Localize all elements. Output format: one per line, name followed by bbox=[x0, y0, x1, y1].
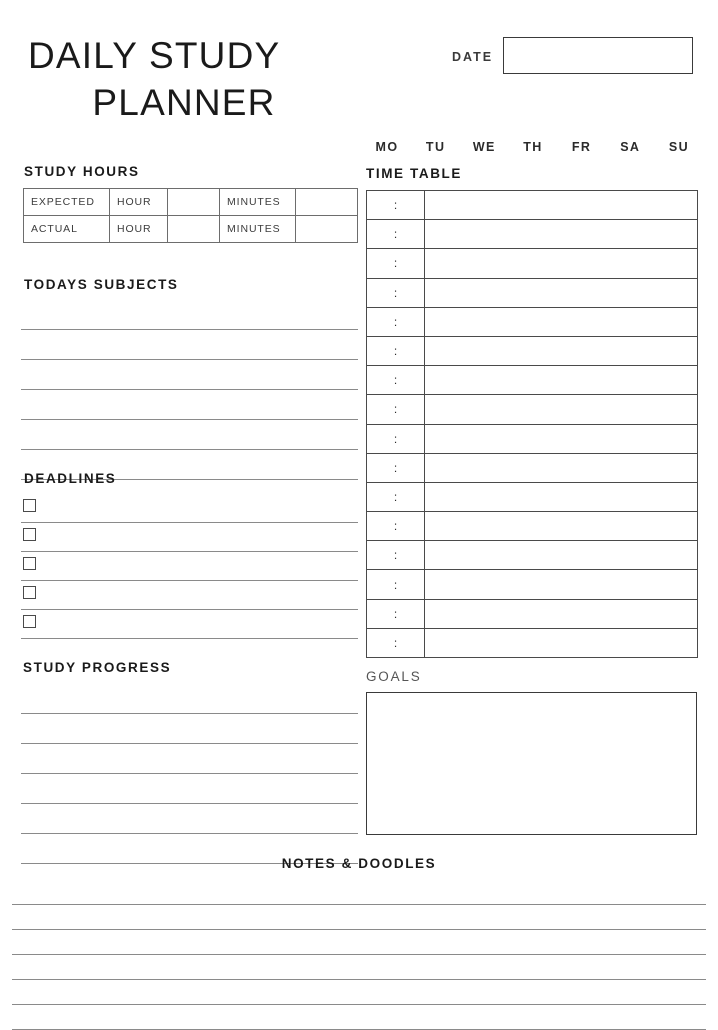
timetable-entry[interactable] bbox=[425, 191, 698, 220]
study-hours-heading: STUDY HOURS bbox=[24, 164, 140, 179]
table-row bbox=[367, 541, 698, 570]
timetable-time[interactable]: : bbox=[367, 453, 425, 482]
timetable-time[interactable]: : bbox=[367, 482, 425, 511]
timetable-entry[interactable] bbox=[425, 541, 698, 570]
table-row bbox=[367, 424, 698, 453]
table-row bbox=[367, 570, 698, 599]
page-title bbox=[28, 32, 368, 126]
list-item[interactable] bbox=[21, 360, 358, 390]
table-row bbox=[367, 395, 698, 424]
list-item[interactable] bbox=[21, 494, 358, 523]
timetable-entry[interactable] bbox=[425, 249, 698, 278]
timetable-time[interactable]: : bbox=[367, 628, 425, 657]
checkbox-icon[interactable] bbox=[23, 615, 36, 628]
goals-heading: GOALS bbox=[366, 669, 422, 684]
list-item[interactable] bbox=[12, 955, 706, 980]
notes-heading: NOTES & DOODLES bbox=[281, 856, 437, 871]
timetable-entry[interactable] bbox=[425, 395, 698, 424]
subjects-lines bbox=[21, 300, 358, 480]
study-hours-actual-minutes-value[interactable] bbox=[296, 216, 358, 243]
page-title-line-1: DAILY STUDY bbox=[28, 35, 281, 76]
timetable-time[interactable]: : bbox=[367, 191, 425, 220]
timetable-time[interactable]: : bbox=[367, 336, 425, 365]
study-hours-actual-minutes-label: MINUTES bbox=[220, 216, 296, 243]
timetable-entry[interactable] bbox=[425, 453, 698, 482]
weekday-su[interactable]: SU bbox=[668, 140, 690, 154]
list-item[interactable] bbox=[21, 420, 358, 450]
list-item[interactable] bbox=[12, 880, 706, 905]
study-hours-table bbox=[23, 188, 358, 243]
list-item[interactable] bbox=[21, 552, 358, 581]
timetable-entry[interactable] bbox=[425, 307, 698, 336]
timetable-entry[interactable] bbox=[425, 482, 698, 511]
list-item[interactable] bbox=[21, 610, 358, 639]
timetable-entry[interactable] bbox=[425, 424, 698, 453]
list-item[interactable] bbox=[21, 714, 358, 744]
table-row bbox=[367, 191, 698, 220]
timetable-time[interactable]: : bbox=[367, 424, 425, 453]
list-item[interactable] bbox=[21, 300, 358, 330]
table-row bbox=[367, 307, 698, 336]
study-progress-lines bbox=[21, 684, 358, 864]
list-item[interactable] bbox=[21, 684, 358, 714]
weekday-sa[interactable]: SA bbox=[620, 140, 641, 154]
timetable-time[interactable]: : bbox=[367, 307, 425, 336]
timetable-entry[interactable] bbox=[425, 278, 698, 307]
list-item[interactable] bbox=[21, 804, 358, 834]
study-hours-expected-minutes-value[interactable] bbox=[296, 189, 358, 216]
timetable-time[interactable]: : bbox=[367, 278, 425, 307]
study-hours-actual-label: ACTUAL bbox=[24, 216, 110, 243]
table-row bbox=[24, 216, 358, 243]
list-item[interactable] bbox=[21, 581, 358, 610]
study-hours-expected-minutes-label: MINUTES bbox=[220, 189, 296, 216]
timetable-time[interactable]: : bbox=[367, 395, 425, 424]
date-input[interactable] bbox=[503, 37, 693, 74]
weekday-selector bbox=[368, 140, 698, 154]
table-row bbox=[367, 628, 698, 657]
list-item[interactable] bbox=[12, 905, 706, 930]
timetable-entry[interactable] bbox=[425, 628, 698, 657]
timetable-entry[interactable] bbox=[425, 366, 698, 395]
list-item[interactable] bbox=[21, 774, 358, 804]
timetable-entry[interactable] bbox=[425, 599, 698, 628]
timetable-entry[interactable] bbox=[425, 220, 698, 249]
page-title-line-2: PLANNER bbox=[92, 82, 276, 123]
timetable-entry[interactable] bbox=[425, 570, 698, 599]
table-row bbox=[367, 482, 698, 511]
study-progress-heading: STUDY PROGRESS bbox=[23, 660, 172, 675]
notes-lines bbox=[12, 880, 706, 1030]
timetable-time[interactable]: : bbox=[367, 599, 425, 628]
checkbox-icon[interactable] bbox=[23, 499, 36, 512]
weekday-fr[interactable]: FR bbox=[571, 140, 592, 154]
subjects-heading: TODAYS SUBJECTS bbox=[24, 277, 179, 292]
study-hours-expected-hour-label: HOUR bbox=[110, 189, 168, 216]
table-row bbox=[367, 366, 698, 395]
timetable-heading: TIME TABLE bbox=[366, 166, 462, 181]
timetable-time[interactable]: : bbox=[367, 570, 425, 599]
table-row bbox=[367, 278, 698, 307]
list-item[interactable] bbox=[21, 523, 358, 552]
study-hours-actual-hour-value[interactable] bbox=[168, 216, 220, 243]
page-header bbox=[0, 22, 718, 154]
date-label: DATE bbox=[452, 50, 494, 64]
list-item[interactable] bbox=[21, 744, 358, 774]
table-row bbox=[367, 599, 698, 628]
weekday-we[interactable]: WE bbox=[472, 140, 496, 154]
weekday-th[interactable]: TH bbox=[523, 140, 543, 154]
table-row bbox=[367, 453, 698, 482]
list-item[interactable] bbox=[21, 390, 358, 420]
table-row bbox=[367, 336, 698, 365]
list-item[interactable] bbox=[12, 930, 706, 955]
checkbox-icon[interactable] bbox=[23, 557, 36, 570]
table-row bbox=[367, 512, 698, 541]
deadlines-list bbox=[21, 494, 358, 639]
timetable-entry[interactable] bbox=[425, 512, 698, 541]
table-row bbox=[367, 220, 698, 249]
study-hours-expected-label: EXPECTED bbox=[24, 189, 110, 216]
timetable bbox=[366, 190, 698, 658]
list-item[interactable] bbox=[12, 1005, 706, 1030]
checkbox-icon[interactable] bbox=[23, 528, 36, 541]
list-item[interactable] bbox=[12, 980, 706, 1005]
checkbox-icon[interactable] bbox=[23, 586, 36, 599]
deadlines-heading: DEADLINES bbox=[24, 471, 117, 486]
table-row bbox=[367, 249, 698, 278]
table-row bbox=[24, 189, 358, 216]
list-item[interactable] bbox=[21, 330, 358, 360]
timetable-time[interactable]: : bbox=[367, 541, 425, 570]
timetable-time[interactable]: : bbox=[367, 220, 425, 249]
timetable-time[interactable]: : bbox=[367, 366, 425, 395]
goals-input[interactable] bbox=[366, 692, 697, 835]
study-hours-actual-hour-label: HOUR bbox=[110, 216, 168, 243]
weekday-mo[interactable]: MO bbox=[375, 140, 399, 154]
weekday-tu[interactable]: TU bbox=[425, 140, 446, 154]
timetable-time[interactable]: : bbox=[367, 512, 425, 541]
study-hours-expected-hour-value[interactable] bbox=[168, 189, 220, 216]
timetable-time[interactable]: : bbox=[367, 249, 425, 278]
timetable-entry[interactable] bbox=[425, 336, 698, 365]
